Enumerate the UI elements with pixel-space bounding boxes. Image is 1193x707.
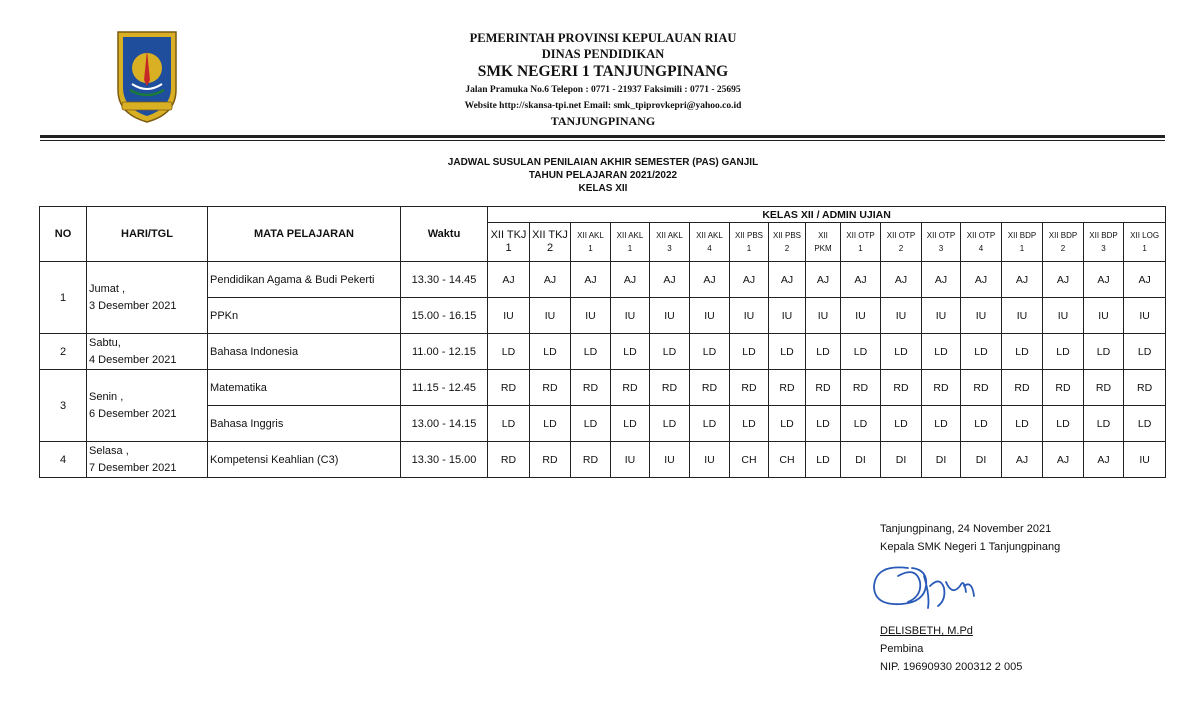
class-header-cell: XII AKL 4 xyxy=(690,223,730,262)
date-text: 3 Desember 2021 xyxy=(89,299,177,312)
proctor-code-cell: RD xyxy=(571,442,611,478)
proctor-code-cell: IU xyxy=(690,298,730,334)
table-row xyxy=(40,406,1166,442)
day-date-cell xyxy=(87,370,208,442)
time-cell: 11.15 - 12.45 xyxy=(401,370,488,406)
proctor-code-cell: RD xyxy=(530,442,571,478)
class-header-cell: XII LOG 1 xyxy=(1124,223,1166,262)
proctor-code-cell: AJ xyxy=(1084,262,1124,298)
proctor-code-cell: LD xyxy=(806,406,841,442)
proctor-code-cell: LD xyxy=(1124,334,1166,370)
proctor-code-cell: AJ xyxy=(961,262,1002,298)
proctor-code-cell: AJ xyxy=(1002,442,1043,478)
proctor-code-cell: LD xyxy=(961,406,1002,442)
proctor-code-cell: IU xyxy=(1002,298,1043,334)
proctor-code-cell: LD xyxy=(488,334,530,370)
proctor-code-cell: RD xyxy=(730,370,769,406)
proctor-code-cell: LD xyxy=(650,334,690,370)
proctor-code-cell: LD xyxy=(922,406,961,442)
proctor-code-cell: RD xyxy=(841,370,881,406)
proctor-code-cell: LD xyxy=(1084,406,1124,442)
proctor-code-cell: RD xyxy=(611,370,650,406)
proctor-code-cell: AJ xyxy=(611,262,650,298)
proctor-code-cell: IU xyxy=(650,298,690,334)
proctor-code-cell: IU xyxy=(611,442,650,478)
day-name: Selasa , xyxy=(89,444,129,457)
class-header-cell: XII AKL 1 xyxy=(611,223,650,262)
letterhead-divider-thick xyxy=(40,135,1165,138)
proctor-code-cell: IU xyxy=(530,298,571,334)
proctor-code-cell: IU xyxy=(1043,298,1084,334)
handwritten-signature-icon xyxy=(868,556,978,616)
address-line: Jalan Pramuka No.6 Telepon : 0771 - 21937 Faksimili : 0771 - 25695 xyxy=(465,85,741,95)
proctor-code-cell: LD xyxy=(1043,334,1084,370)
proctor-code-cell: LD xyxy=(571,334,611,370)
header-hari: HARI/TGL xyxy=(87,207,208,262)
proctor-code-cell: LD xyxy=(730,406,769,442)
proctor-code-cell: IU xyxy=(841,298,881,334)
proctor-code-cell: RD xyxy=(530,370,571,406)
place-date: Tanjungpinang, 24 November 2021 xyxy=(880,523,1052,535)
proctor-code-cell: IU xyxy=(881,298,922,334)
proctor-code-cell: IU xyxy=(730,298,769,334)
class-header-cell: XII TKJ 1 xyxy=(488,223,530,262)
proctor-code-cell: IU xyxy=(922,298,961,334)
city-line: TANJUNGPINANG xyxy=(550,114,656,128)
proctor-code-cell: AJ xyxy=(881,262,922,298)
signer-name: DELISBETH, M.Pd xyxy=(880,625,973,637)
proctor-code-cell: IU xyxy=(961,298,1002,334)
proctor-code-cell: IU xyxy=(1124,442,1166,478)
proctor-code-cell: RD xyxy=(1084,370,1124,406)
proctor-code-cell: DI xyxy=(922,442,961,478)
time-cell: 13.00 - 14.15 xyxy=(401,406,488,442)
proctor-code-cell: LD xyxy=(690,334,730,370)
proctor-code-cell: RD xyxy=(488,442,530,478)
date-text: 7 Desember 2021 xyxy=(89,461,177,474)
proctor-code-cell: LD xyxy=(841,334,881,370)
proctor-code-cell: DI xyxy=(841,442,881,478)
title-year: TAHUN PELAJARAN 2021/2022 xyxy=(528,170,678,181)
proctor-code-cell: CH xyxy=(769,442,806,478)
proctor-code-cell: LD xyxy=(881,334,922,370)
class-header-cell: XII PKM xyxy=(806,223,841,262)
proctor-code-cell: AJ xyxy=(806,262,841,298)
proctor-code-cell: IU xyxy=(611,298,650,334)
proctor-code-cell: RD xyxy=(650,370,690,406)
proctor-code-cell: RD xyxy=(922,370,961,406)
table-row xyxy=(40,298,1166,334)
proctor-code-cell: AJ xyxy=(922,262,961,298)
schedule-table xyxy=(39,206,1166,478)
agency-name: DINAS PENDIDIKAN xyxy=(541,47,665,61)
day-date-cell xyxy=(87,334,208,370)
row-number: 4 xyxy=(40,442,87,478)
proctor-code-cell: IU xyxy=(571,298,611,334)
proctor-code-cell: AJ xyxy=(730,262,769,298)
header-mapel: MATA PELAJARAN xyxy=(208,207,401,262)
time-cell: 13.30 - 15.00 xyxy=(401,442,488,478)
table-row xyxy=(40,442,1166,478)
proctor-code-cell: IU xyxy=(650,442,690,478)
govt-name: PEMERINTAH PROVINSI KEPULAUAN RIAU xyxy=(469,31,737,45)
subject-cell: PPKn xyxy=(208,298,401,334)
subject-cell: Matematika xyxy=(208,370,401,406)
header-no: NO xyxy=(40,207,87,262)
proctor-code-cell: LD xyxy=(690,406,730,442)
proctor-code-cell: AJ xyxy=(841,262,881,298)
proctor-code-cell: RD xyxy=(961,370,1002,406)
date-text: 4 Desember 2021 xyxy=(89,353,177,366)
proctor-code-cell: AJ xyxy=(1124,262,1166,298)
class-header-cell: XII OTP 2 xyxy=(881,223,922,262)
proctor-code-cell: RD xyxy=(1043,370,1084,406)
subject-cell: Pendidikan Agama & Budi Pekerti xyxy=(208,262,401,298)
proctor-code-cell: LD xyxy=(769,406,806,442)
subject-cell: Bahasa Indonesia xyxy=(208,334,401,370)
proctor-code-cell: LD xyxy=(530,334,571,370)
date-text: 6 Desember 2021 xyxy=(89,407,177,420)
proctor-code-cell: RD xyxy=(690,370,730,406)
proctor-code-cell: AJ xyxy=(571,262,611,298)
proctor-code-cell: LD xyxy=(841,406,881,442)
proctor-code-cell: RD xyxy=(571,370,611,406)
proctor-code-cell: LD xyxy=(1084,334,1124,370)
proctor-code-cell: AJ xyxy=(1043,442,1084,478)
header-waktu: Waktu xyxy=(401,207,488,262)
table-row xyxy=(40,334,1166,370)
proctor-code-cell: IU xyxy=(488,298,530,334)
proctor-code-cell: RD xyxy=(881,370,922,406)
day-date-cell xyxy=(87,262,208,334)
proctor-code-cell: CH xyxy=(730,442,769,478)
proctor-code-cell: LD xyxy=(730,334,769,370)
table-row xyxy=(40,262,1166,298)
title-class: KELAS XII xyxy=(578,183,628,194)
proctor-code-cell: IU xyxy=(806,298,841,334)
subject-cell: Kompetensi Keahlian (C3) xyxy=(208,442,401,478)
proctor-code-cell: IU xyxy=(769,298,806,334)
class-header-cell: XII OTP 4 xyxy=(961,223,1002,262)
class-header-cell: XII PBS 1 xyxy=(730,223,769,262)
proctor-code-cell: AJ xyxy=(530,262,571,298)
proctor-code-cell: LD xyxy=(571,406,611,442)
proctor-code-cell: IU xyxy=(1084,298,1124,334)
day-name: Sabtu, xyxy=(89,336,121,349)
subject-cell: Bahasa Inggris xyxy=(208,406,401,442)
class-header-cell: XII BDP 1 xyxy=(1002,223,1043,262)
proctor-code-cell: RD xyxy=(1124,370,1166,406)
proctor-code-cell: LD xyxy=(1002,334,1043,370)
proctor-code-cell: LD xyxy=(1002,406,1043,442)
class-header-cell: XII PBS 2 xyxy=(769,223,806,262)
header-kelas: KELAS XII / ADMIN UJIAN xyxy=(488,207,1166,223)
proctor-code-cell: LD xyxy=(1124,406,1166,442)
class-header-cell: XII BDP 2 xyxy=(1043,223,1084,262)
row-number: 2 xyxy=(40,334,87,370)
class-header-cell: XII AKL 3 xyxy=(650,223,690,262)
proctor-code-cell: AJ xyxy=(1002,262,1043,298)
proctor-code-cell: LD xyxy=(806,334,841,370)
proctor-code-cell: AJ xyxy=(769,262,806,298)
class-header-cell: XII AKL 1 xyxy=(571,223,611,262)
proctor-code-cell: AJ xyxy=(488,262,530,298)
proctor-code-cell: DI xyxy=(881,442,922,478)
time-cell: 13.30 - 14.45 xyxy=(401,262,488,298)
time-cell: 15.00 - 16.15 xyxy=(401,298,488,334)
proctor-code-cell: LD xyxy=(961,334,1002,370)
proctor-code-cell: LD xyxy=(611,406,650,442)
proctor-code-cell: RD xyxy=(769,370,806,406)
proctor-code-cell: LD xyxy=(806,442,841,478)
row-number: 1 xyxy=(40,262,87,334)
proctor-code-cell: AJ xyxy=(650,262,690,298)
title-main: JADWAL SUSULAN PENILAIAN AKHIR SEMESTER (PAS) GANJIL xyxy=(447,157,759,168)
proctor-code-cell: LD xyxy=(650,406,690,442)
proctor-code-cell: IU xyxy=(1124,298,1166,334)
proctor-code-cell: AJ xyxy=(1084,442,1124,478)
letterhead xyxy=(380,30,826,128)
proctor-code-cell: LD xyxy=(881,406,922,442)
class-header-cell: XII OTP 3 xyxy=(922,223,961,262)
letterhead-divider-thin xyxy=(40,140,1165,141)
signer-rank: Pembina xyxy=(880,643,924,655)
day-name: Senin , xyxy=(89,390,124,403)
row-number: 3 xyxy=(40,370,87,442)
class-header-cell: XII TKJ 2 xyxy=(530,223,571,262)
signer-position: Kepala SMK Negeri 1 Tanjungpinang xyxy=(880,541,1061,553)
document-titles xyxy=(380,156,826,195)
proctor-code-cell: AJ xyxy=(1043,262,1084,298)
class-header-cell: XII OTP 1 xyxy=(841,223,881,262)
table-row xyxy=(40,370,1166,406)
proctor-code-cell: DI xyxy=(961,442,1002,478)
signer-nip: NIP. 19690930 200312 2 005 xyxy=(880,661,1023,673)
day-name: Jumat , xyxy=(89,282,126,295)
proctor-code-cell: LD xyxy=(530,406,571,442)
class-header-cell: XII BDP 3 xyxy=(1084,223,1124,262)
schedule-body xyxy=(40,262,1166,478)
proctor-code-cell: LD xyxy=(1043,406,1084,442)
proctor-code-cell: LD xyxy=(488,406,530,442)
proctor-code-cell: RD xyxy=(488,370,530,406)
website-line: Website http://skansa-tpi.net Email: smk_tpiprovkepri@yahoo.co.id xyxy=(464,101,742,111)
proctor-code-cell: RD xyxy=(806,370,841,406)
school-name: SMK NEGERI 1 TANJUNGPINANG xyxy=(477,63,729,80)
proctor-code-cell: LD xyxy=(769,334,806,370)
day-date-cell xyxy=(87,442,208,478)
proctor-code-cell: LD xyxy=(611,334,650,370)
time-cell: 11.00 - 12.15 xyxy=(401,334,488,370)
kepri-emblem-icon xyxy=(114,28,180,124)
proctor-code-cell: LD xyxy=(922,334,961,370)
proctor-code-cell: IU xyxy=(690,442,730,478)
proctor-code-cell: RD xyxy=(1002,370,1043,406)
proctor-code-cell: AJ xyxy=(690,262,730,298)
